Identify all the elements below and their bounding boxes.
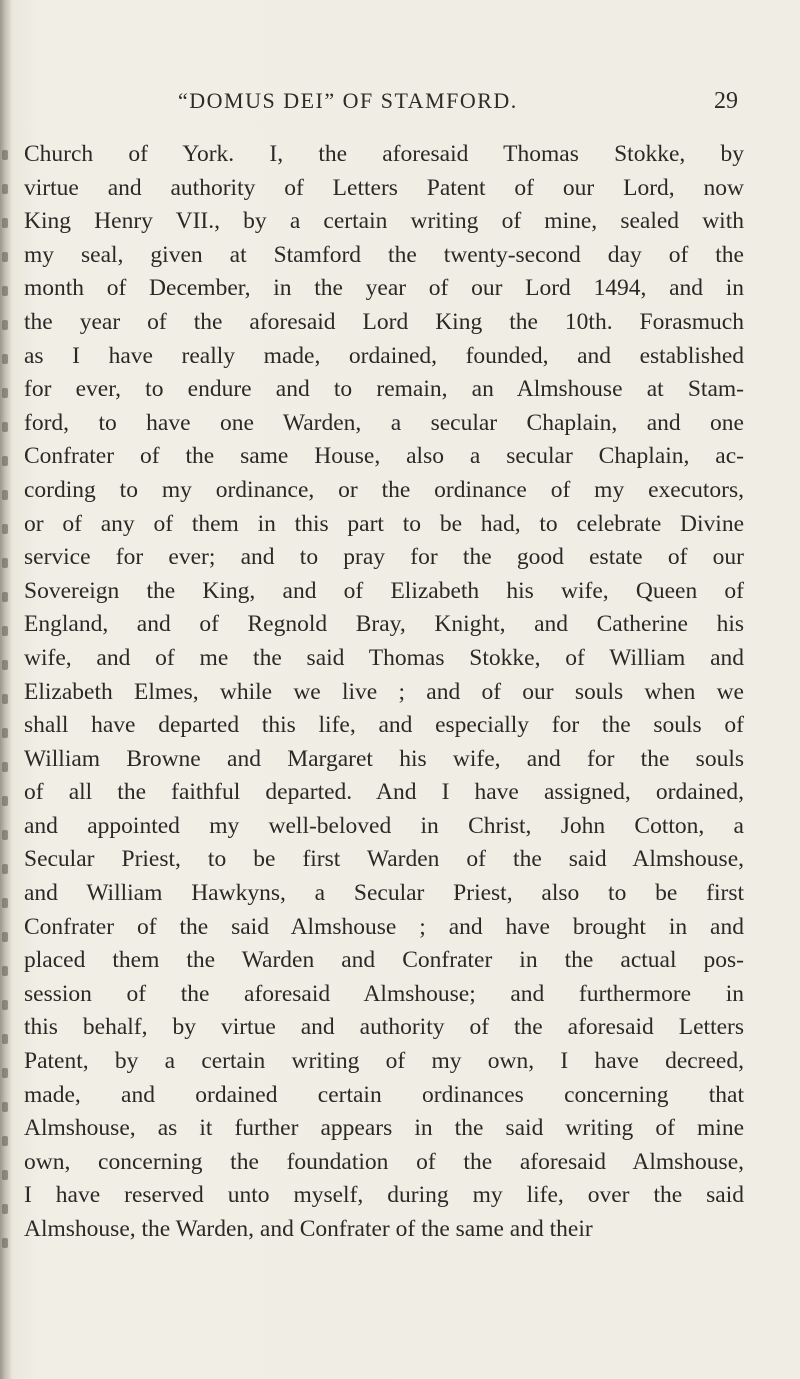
text-line: Church of York. I, the aforesaid Thomas Stokke, by	[24, 141, 744, 167]
text-line: my seal, given at Stamford the twenty-second day of the	[24, 241, 744, 268]
text-line: the year of the aforesaid Lord King the 10th. Forasmuch	[24, 308, 744, 335]
gutter-binding-marks	[2, 150, 20, 1280]
text-line: Almshouse, the Warden, and Confrater of the same and their	[24, 1216, 593, 1242]
text-line: Patent, by a certain writing of my own, I have decreed,	[24, 1048, 744, 1075]
text-line: Secular Priest, to be first Warden of the said Almshouse,	[24, 846, 744, 873]
text-line: own, concerning the foundation of the aforesaid Almshouse,	[24, 1148, 744, 1175]
text-line: and appointed my well-beloved in Christ, John Cotton, a	[24, 812, 744, 839]
text-line: cording to my ordinance, or the ordinance of my executors,	[24, 476, 744, 503]
text-line: King Henry VII., by a certain writing of mine, sealed with	[24, 208, 744, 235]
page-header	[178, 88, 738, 122]
text-line: Confrater of the same House, also a secular Chaplain, ac-	[24, 443, 744, 470]
body-text	[24, 138, 744, 1247]
text-line: month of December, in the year of our Lord 1494, and in	[24, 275, 744, 302]
text-line: I have reserved unto myself, during my life, over the said	[24, 1182, 744, 1209]
text-line: ford, to have one Warden, a secular Chaplain, and one	[24, 409, 744, 436]
text-line: shall have departed this life, and especially for the souls of	[24, 712, 744, 739]
text-line: William Browne and Margaret his wife, and for the souls	[24, 745, 744, 772]
page-number: 29	[714, 88, 738, 114]
running-title: “DOMUS DEI” OF STAMFORD.	[178, 88, 518, 113]
text-line: Sovereign the King, and of Elizabeth his wife, Queen of	[24, 577, 744, 604]
text-line: wife, and of me the said Thomas Stokke, of William and	[24, 644, 744, 671]
text-line: Confrater of the said Almshouse ; and have brought in and	[24, 913, 744, 940]
text-line: or of any of them in this part to be had, to celebrate Divine	[24, 510, 744, 537]
text-line: Elizabeth Elmes, while we live ; and of our souls when we	[24, 678, 744, 705]
text-line: and William Hawkyns, a Secular Priest, also to be first	[24, 880, 744, 907]
text-line: of all the faithful departed. And I have assigned, ordained,	[24, 779, 744, 806]
text-line: this behalf, by virtue and authority of the aforesaid Letters	[24, 1014, 744, 1041]
text-line: virtue and authority of Letters Patent of our Lord, now	[24, 174, 744, 201]
text-line: placed them the Warden and Confrater in the actual pos-	[24, 947, 744, 974]
text-line: service for ever; and to pray for the good estate of our	[24, 544, 744, 571]
text-line: England, and of Regnold Bray, Knight, and Catherine his	[24, 611, 744, 638]
text-line: Almshouse, as it further appears in the said writing of mine	[24, 1115, 744, 1142]
text-line: for ever, to endure and to remain, an Almshouse at Stam-	[24, 376, 744, 403]
text-line: as I have really made, ordained, founded, and established	[24, 342, 744, 369]
text-line: session of the aforesaid Almshouse; and furthermore in	[24, 980, 744, 1007]
text-line: made, and ordained certain ordinances concerning that	[24, 1081, 744, 1108]
